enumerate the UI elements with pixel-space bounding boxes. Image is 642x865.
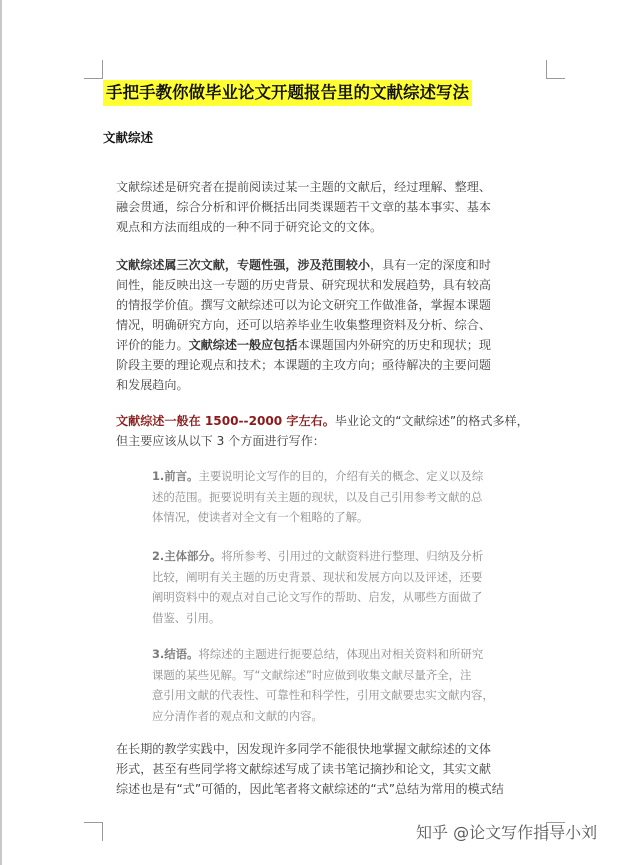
text-line: 应分清作者的观点和文献的内容。: [152, 708, 323, 723]
text-line: [116, 411, 534, 431]
paragraph-practice: [116, 739, 534, 799]
crop-mark-top-right: [546, 60, 565, 79]
item-label: 3.结语。: [152, 647, 199, 661]
text-line: 体情况，使读者对全文有一个粗略的了解。: [152, 510, 369, 524]
zhihu-watermark: 知乎 @论文写作指导小刘: [416, 823, 598, 842]
paragraph-length: [116, 411, 534, 451]
bold-text: 文献综述属三次文献，专题性强，涉及范围较小: [116, 258, 370, 272]
text-line: 述的范围。扼要说明有关主题的现状，以及自己引用参考文献的总: [152, 489, 483, 504]
text-line: [152, 546, 512, 567]
text-run: 评价的能力。: [116, 338, 189, 352]
list-item-preface: [152, 466, 512, 528]
paragraph-characteristics: [116, 255, 534, 395]
text-line: 意引用文献的代表性、可靠性和科学性，引用文献要忠实文献内容，: [152, 688, 494, 702]
paragraph-definition: [116, 177, 534, 237]
crop-mark-top-left: [84, 60, 103, 79]
text-line: 间性，能反映出这一专题的历史背景、研究现状和发展趋势，具有较高: [116, 278, 491, 292]
text-line: 但主要应该从以下 3 个方面进行写作：: [116, 434, 325, 448]
list-item-conclusion: [152, 644, 512, 726]
text-line: [116, 335, 534, 355]
crop-mark-bottom-left: [84, 822, 103, 841]
text-line: 课题的某些见解。写“文献综述”时应做到收集文献尽量齐全，注: [152, 667, 472, 682]
text-run: 主要说明论文写作的目的，介绍有关的概念、定义以及综: [198, 469, 484, 483]
document-title: 手把手教你做毕业论文开题报告里的文献综述写法: [103, 80, 472, 106]
text-line: 在长期的教学实践中，因发现许多同学不能很快地掌握文献综述的文体: [116, 742, 491, 756]
text-line: 和发展趋向。: [116, 378, 189, 392]
text-line: 形式，甚至有些同学将文献综述写成了读书笔记摘抄和论文，其实文献: [116, 762, 491, 776]
section-heading: 文献综述: [103, 130, 154, 145]
text-line: 情况，明确研究方向，还可以培养毕业生收集整理资料及分析、综合、: [116, 318, 491, 332]
text-line: [152, 466, 512, 487]
list-item-body: [152, 546, 512, 628]
text-line: 借鉴、引用。: [152, 610, 221, 625]
page-left-edge: [0, 0, 2, 865]
text-line: 比较，阐明有关主题的历史背景、现状和发展方向以及评述，还要: [152, 569, 483, 584]
text-line: [152, 644, 512, 665]
text-run: 将所参考、引用过的文献资料进行整理、归纳及分析: [221, 549, 484, 563]
text-run: 本课题国内外研究的历史和现状；现: [297, 338, 491, 352]
text-run: 毕业论文的“文献综述”的格式多样，: [334, 414, 529, 428]
item-label: 2.主体部分。: [152, 549, 222, 563]
text-run: ，具有一定的深度和时: [369, 258, 491, 272]
text-line: [116, 255, 534, 275]
highlight-red-text: 文献综述一般在 1500--2000 字左右。: [116, 414, 335, 428]
text-line: 的情报学价值。撰写文献综述可以为论文研究工作做准备，掌握本课题: [116, 298, 491, 312]
text-line: 阐明资料中的观点对自己论文写作的帮助、启发，从哪些方面做了: [152, 590, 483, 604]
text-line: 综述也是有“式”可循的，因此笔者将文献综述的“式”总结为常用的模式结: [116, 782, 504, 796]
text-line: 文献综述是研究者在提前阅读过某一主题的文献后，经过理解、整理、: [116, 180, 491, 194]
item-label: 1.前言。: [152, 469, 199, 483]
text-run: 将综述的主题进行扼要总结，体现出对相关资料和所研究: [198, 647, 484, 661]
text-line: 融会贯通，综合分析和评价概括出同类课题若干文章的基本事实、基本: [116, 200, 491, 214]
text-line: 观点和方法而组成的一种不同于研究论文的文体。: [116, 220, 383, 234]
text-line: 阶段主要的理论观点和技术；本课题的主攻方向；亟待解决的主要问题: [116, 358, 491, 372]
bold-text: 文献综述一般应包括: [188, 338, 298, 352]
